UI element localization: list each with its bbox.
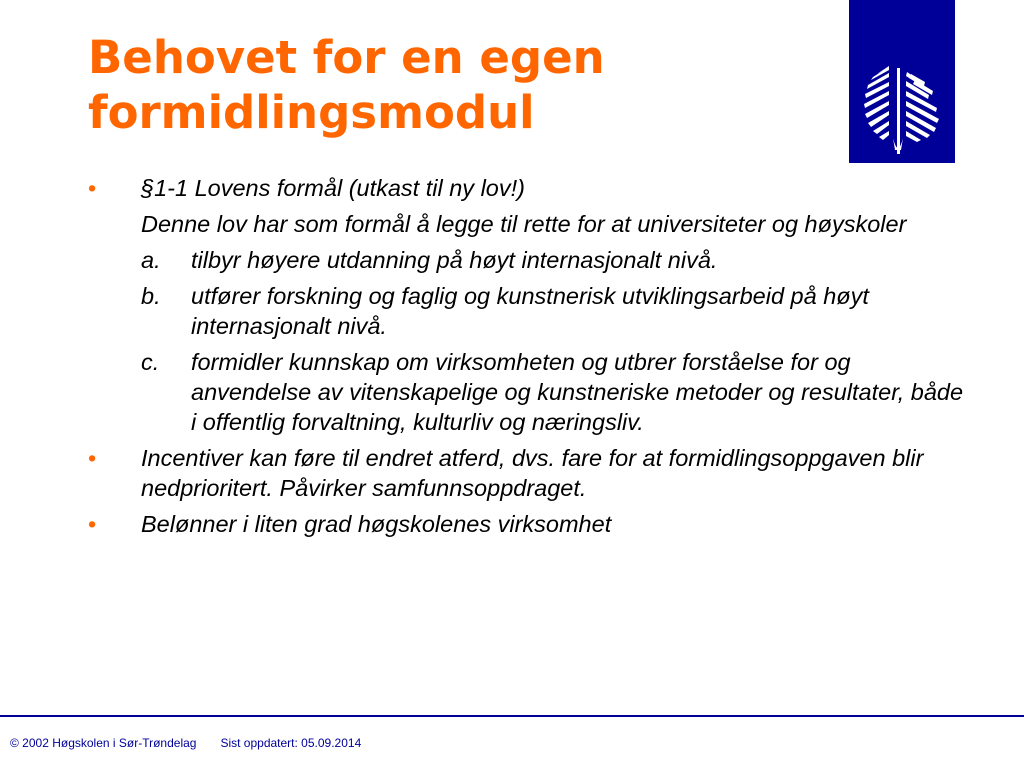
bullet-item [88,443,968,503]
bullet-text: Incentiver kan føre til endret atferd, dvs. fare for at formidlingsoppgaven blir nedprioritert. Påvirker samfunnsoppdraget. [141,445,924,501]
footer-divider [0,715,1024,717]
slide-title [88,30,828,140]
sub-item-mark: b. [141,283,161,309]
sub-item-text: tilbyr høyere utdanning på høyt internasjonalt nivå. [191,247,718,273]
footer-copyright: © 2002 Høgskolen i Sør-Trøndelag [10,736,197,750]
bullet-mark: • [88,175,97,201]
sub-item [141,281,968,341]
hist-logo-icon [849,0,955,163]
footer [10,736,361,750]
bullet-heading: §1-1 Lovens formål (utkast til ny lov!) [141,175,525,201]
bullet-mark: • [88,445,97,471]
sub-item-mark: a. [141,247,161,273]
sub-item-text: formidler kunnskap om virksomheten og utbrer forståelse for og anvendelse av vitenskapelige og kunstneriske metoder og resultater, både i offentlig forvaltning, kulturliv og næringsliv. [191,349,964,435]
title-line-1: Behovet for en egen [88,31,605,84]
footer-last-updated: Sist oppdatert: 05.09.2014 [220,736,362,750]
title-line-2: formidlingsmodul [88,86,535,139]
sub-item [141,245,968,275]
hist-logo [849,0,955,163]
sub-item-text: utfører forskning og faglig og kunstnerisk utviklingsarbeid på høyt internasjonalt nivå. [191,283,869,339]
bullet-mark: • [88,511,97,537]
bullet-text: Belønner i liten grad høgskolenes virksomhet [141,511,612,537]
bullet-item [88,173,968,437]
sub-item-mark: c. [141,349,160,375]
sub-item [141,347,968,437]
bullet-item [88,509,968,539]
bullet-paragraph: Denne lov har som formål å legge til rette for at universiteter og høyskoler [141,211,907,237]
slide-body [88,173,968,545]
